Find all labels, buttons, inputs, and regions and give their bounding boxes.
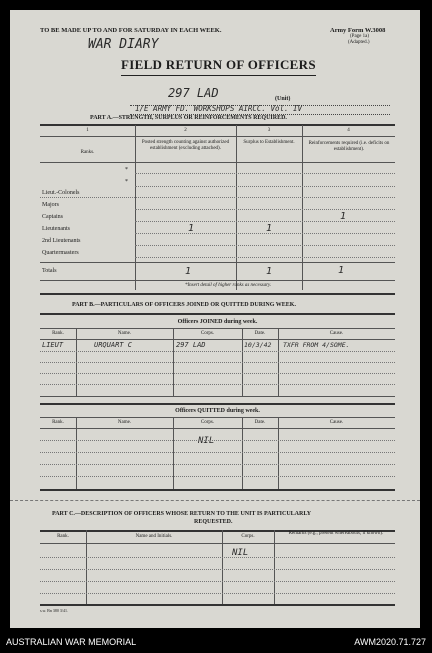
joined-title: Officers JOINED during week. [177, 319, 258, 325]
col-number-2: 2 [184, 128, 187, 133]
strength-lieutenants: 1 [188, 223, 195, 234]
partc-col-remarks: Remarks (e.g., present whereabouts, if known). [288, 531, 384, 536]
part-c-heading-1: PART C.—DESCRIPTION OF OFFICERS WHOSE RETURN TO THE UNIT IS PARTICULARLY [52, 511, 312, 517]
quitted-col-corps: Corps. [200, 420, 215, 425]
archive-footer [0, 630, 432, 653]
form-title: FIELD RETURN OF OFFICERS [121, 57, 316, 76]
rank-2nd-lieutenants: 2nd Lieutenants [42, 238, 81, 244]
joined-cause-value: TXFR FROM 4/SOME. [283, 341, 350, 349]
unit-label: (Unit) [275, 96, 291, 102]
adapted-note: (Adapted.) [348, 40, 370, 45]
total-surplus: 1 [266, 266, 273, 277]
reinforcements-captains: 1 [340, 211, 347, 222]
col-number-4: 4 [347, 128, 350, 133]
joined-name-value: URQUART C [94, 341, 132, 349]
surplus-lieutenants: 1 [266, 223, 273, 234]
rank-captains: Captains [42, 214, 63, 220]
quitted-corps-value: NIL [198, 436, 215, 446]
unit-handwritten: 297 LAD [168, 86, 219, 100]
joined-col-rank: Rank. [52, 331, 64, 336]
rank-majors: Majors [42, 202, 59, 208]
page-note: (Page 1a) [350, 34, 370, 39]
part-c-heading-2: REQUESTED. [194, 519, 233, 525]
joined-rank-value: LIEUT [42, 341, 64, 349]
print-code: s.w. Bn 380 3/41. [40, 608, 68, 613]
rank-lieutenants: Lieutenants [42, 226, 70, 232]
partc-corps-value: NIL [232, 548, 249, 558]
partc-col-corps: Corps. [241, 534, 255, 539]
rank-quartermasters: Quartermasters [42, 250, 79, 256]
part-a-heading: PART A.—STRENGTH, SURPLUS OR REINFORCEMENTS REQUIRED. [90, 115, 287, 121]
rank-lieut-colonels: Lieut.-Colonels [42, 190, 80, 196]
totals-label: Totals [42, 268, 57, 274]
total-strength: 1 [185, 266, 192, 277]
col-head-strength: Posted strength counting against authorized establishment (excluding attached). [141, 140, 230, 151]
joined-col-corps: Corps. [200, 331, 215, 336]
war-diary-handwritten: WAR DIARY [88, 37, 159, 52]
quitted-title: Officers QUITTED during week. [175, 408, 260, 414]
col-number-3: 3 [267, 128, 271, 133]
instruction-text: TO BE MADE UP TO AND FOR SATURDAY IN EACH WEEK. [40, 27, 222, 34]
footer-accession-number: AWM2020.71.727 [354, 637, 426, 647]
quitted-col-rank: Rank. [52, 420, 64, 425]
footer-institution: AUSTRALIAN WAR MEMORIAL [6, 637, 137, 647]
part-b-heading: PART B.—PARTICULARS OF OFFICERS JOINED OR QUITTED DURING WEEK. [72, 302, 296, 308]
form-number: Army Form W.3008 [330, 27, 386, 34]
joined-col-date: Date. [254, 331, 266, 336]
document-page: TO BE MADE UP TO AND FOR SATURDAY IN EACH WEEK. Army Form W.3008 (Page 1a) (Adapted.) WAR DIARY FIELD RETURN OF OFFICERS 297 LAD (Unit) 1/E ARMY FD. WORKSHOPS AIRCC. Vol. IV PART A.—STRENGTH, SURPLUS OR REINFORCEMENTS REQUIRED. 1 2 3 4 Ranks. Posted strength counting against authorized establishment (excluding attached). Surplus to Establishment. Reinforcements required (i.e. deficits on establishment). * * Lieut.-Colonels Majors Captains Lieutenants 2nd Lieutenants Quartermasters 1 1 1 Totals 1 1 1 *Insert detail of higher ranks as necessary. PART B.—PARTICULARS OF OFFICERS JOINED OR QUITTED DURING WEEK. Officers JOINED during week. Rank. Name. Corps. Date. Cause. LIEUT URQUART C 297 LAD 10/3/42 TXFR FROM 4/SOME. Officers QUITTED during week. Rank. Name. Corps. Date. Cause. NIL PART C.—DESCRIPTION OF OFFICERS WHOSE RETURN TO THE UNIT IS PARTICULARLY REQUESTED. Rank. Name and Initials. Corps. Remarks (e.g., present whereabouts, if known). NIL s.w. Bn 380 3/41. [10, 10, 420, 628]
subunit-handwritten: 1/E ARMY FD. WORKSHOPS AIRCC. Vol. IV [135, 104, 303, 113]
joined-corps-value: 297 LAD [176, 341, 206, 349]
joined-col-cause: Cause. [329, 331, 344, 336]
total-reinforcements: 1 [338, 265, 345, 276]
col-head-reinforcements: Reinforcements required (i.e. deficits on establishment). [308, 141, 390, 152]
quitted-col-date: Date. [254, 420, 266, 425]
joined-col-name: Name. [117, 331, 132, 336]
col-head-ranks: Ranks. [80, 150, 95, 155]
partc-col-rank: Rank. [57, 534, 69, 539]
col-number-1: 1 [86, 128, 89, 133]
quitted-col-name: Name. [117, 420, 132, 425]
col-head-surplus: Surplus to Establishment. [243, 140, 295, 145]
partc-col-name: Name and Initials. [135, 534, 173, 539]
joined-date-value: 10/3/42 [244, 341, 272, 349]
quitted-col-cause: Cause. [329, 420, 344, 425]
part-a-footnote: *Insert detail of higher ranks as necessary. [185, 283, 272, 288]
